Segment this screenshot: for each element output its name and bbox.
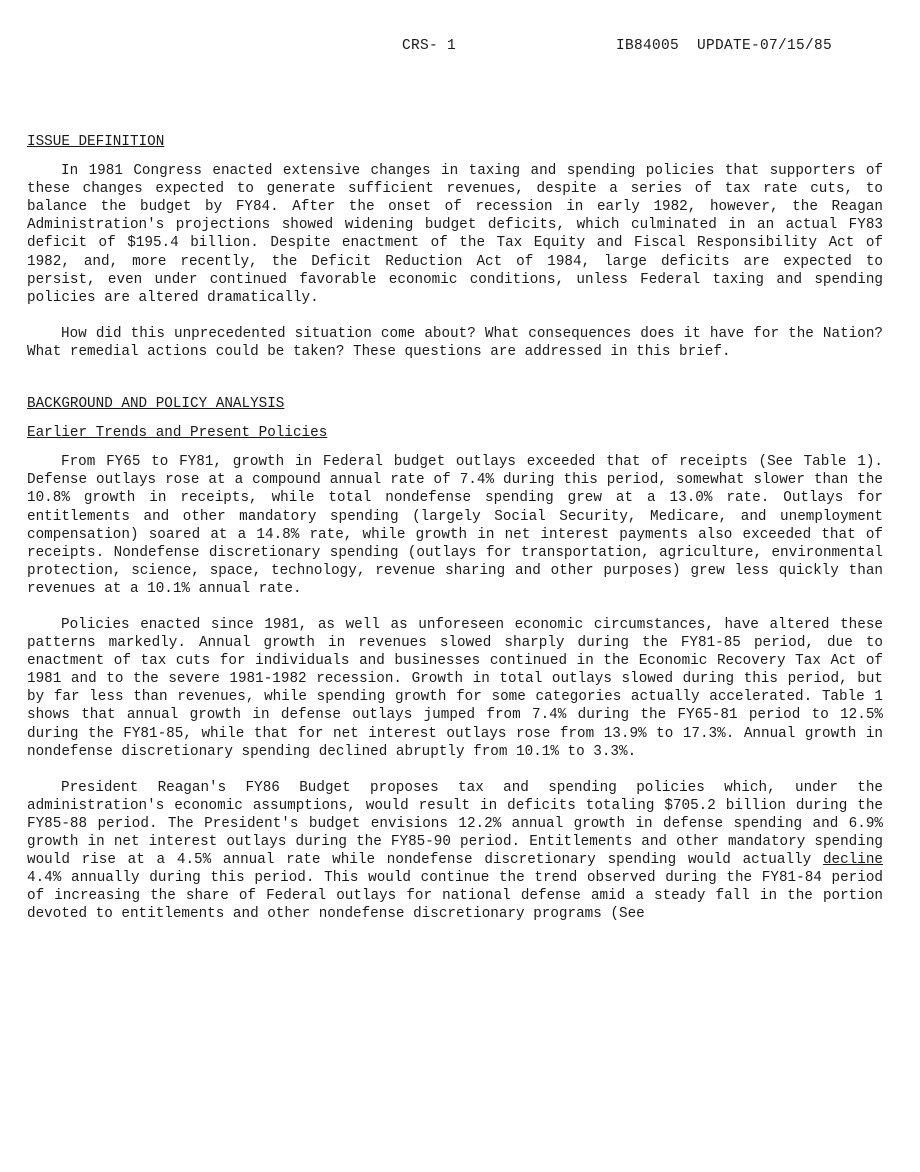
doc-id: IB84005 xyxy=(616,38,680,54)
issue-paragraph-1: In 1981 Congress enacted extensive changes in taxing and spending policies that supporters of these changes expected to generate sufficient revenues, despite a series of tax rate cuts, to balance the budget by FY84. After the onset of recession in early 1982, however, the Reagan Administration's projections showed widening budget deficits, which culminated in an actual FY83 deficit of $195.4 billion. Despite enactment of the Tax Equity and Fiscal Responsibility Act of 1982, and, more recently, the Deficit Reduction Act of 1984, large deficits are expected to persist, even under continued favorable economic conditions, unless Federal taxing and spending policies are altered dramatically. xyxy=(27,163,883,306)
background-paragraph-3 xyxy=(27,779,883,924)
doc-id-update xyxy=(616,38,832,54)
update-date: UPDATE-07/15/85 xyxy=(697,38,833,54)
page-label: CRS- 1 xyxy=(402,38,457,54)
background-paragraph-1: From FY65 to FY81, growth in Federal budget outlays exceeded that of receipts (See Table 1). Defense outlays rose at a compound annual rate of 7.4% during this period, somewhat slower than the 10.8% growth in receipts, while total nondefense spending grew at a 13.0% rate. Outlays for entitlements and other mandatory spending (largely Social Security, Medicare, and unemployment compensation) soared at a 14.8% rate, while growth in net interest payments also exceeded that of receipts. Nondefense discretionary spending (outlays for transportation, agriculture, environmental protection, science, space, technology, revenue sharing and other purposes) grew less quickly than revenues at a 10.1% annual rate. xyxy=(27,454,883,597)
background-paragraph-2: Policies enacted since 1981, as well as unforeseen economic circumstances, have altered these patterns markedly. Annual growth in revenues slowed sharply during the FY81-85 period, due to enactment of tax cuts for individuals and businesses continued in the Economic Recovery Tax Act of 1981 and to the severe 1981-1982 recession. Growth in total outlays slowed during this period, but by far less than revenues, while spending growth for some categories actually accelerated. Table 1 shows that annual growth in defense outlays jumped from 7.4% during the FY65-81 period to 12.5% during the FY81-85, while that for net interest outlays rose from 13.9% to 17.3%. Annual growth in nondefense discretionary spending declined abruptly from 10.1% to 3.3%. xyxy=(27,616,883,760)
p3-text-end: 4.4% annually during this period. This would continue the trend observed during the FY81-84 period of increasing the share of Federal outlays for national defense amid a steady fall in the portion devoted to entitlements and other nondefense discretionary programs (See xyxy=(27,870,883,923)
p3-text-start: President Reagan's FY86 Budget proposes tax and spending policies which, under the administration's economic assumptions, would result in deficits totaling $705.2 billion during the FY85-88 period. The President's budget envisions 12.2% annual growth in defense spending and 6.9% growth in net interest outlays during the FY85-90 period. Entitlements and other mandatory spending would rise at a 4.5% annual rate while nondefense discretionary spending would actually xyxy=(27,779,883,869)
issue-paragraph-2: How did this unprecedented situation come about? What consequences does it have for the Nation? What remedial actions could be taken? These questions are addressed in this brief. xyxy=(27,325,883,360)
underlined-word: decline xyxy=(822,852,883,869)
background-heading: BACKGROUND AND POLICY ANALYSIS xyxy=(27,396,285,413)
issue-definition-heading: ISSUE DEFINITION xyxy=(27,134,165,150)
document-body xyxy=(27,133,883,923)
trends-subheading: Earlier Trends and Present Policies xyxy=(27,425,328,442)
